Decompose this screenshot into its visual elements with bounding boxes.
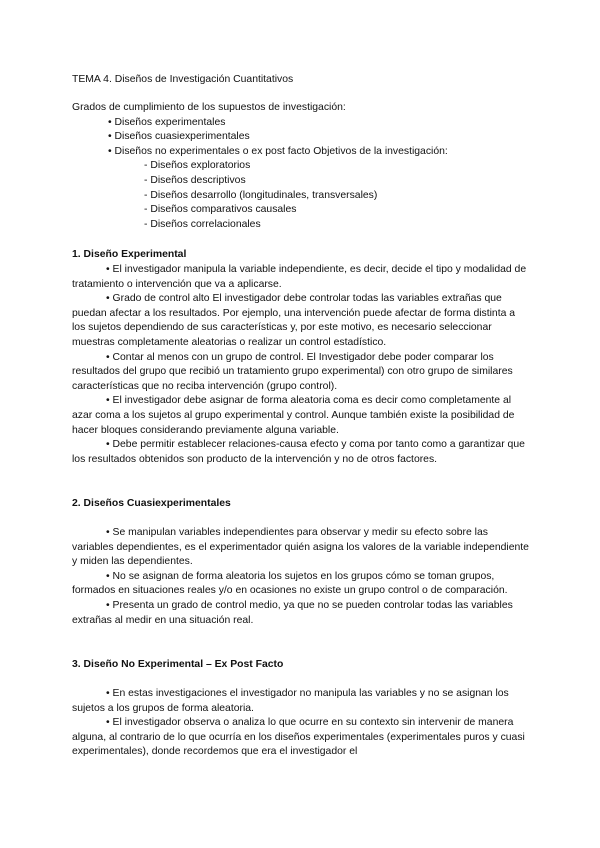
paragraph: • En estas investigaciones el investigador no manipula las variables y no se asignan los sujetos a los grupos de forma aleatoria. [72,688,509,714]
intro-heading: Grados de cumplimiento de los supuestos de investigación: [72,102,346,113]
paragraph: • Grado de control alto El investigador debe controlar todas las variables extrañas que puedan afectar a los resultados. Por ejemplo, una intervención puede afectar de forma distinta a los sujetos dependiendo de sus características y, por este motivo, es necesario seleccionar muestras completamente aleatorias o realizar un control estadístico. [72,293,516,348]
paragraph: • Contar al menos con un grupo de control. El Investigador debe poder comparar los resultados del grupo que recibió un tratamiento grupo experimental) con otro grupo de similares características que no reciba intervención (grupo control). [72,351,513,392]
sub-item: - Diseños comparativos causales [144,204,297,216]
section-body-cuasiexperimental [72,526,530,628]
document-title: TEMA 4. Diseños de Investigación Cuantitativos [72,74,294,85]
paragraph: • El investigador manipula la variable independiente, es decir, decide el tipo y modalidad de tratamiento o intervención que va a aplicarse. [72,264,527,290]
section-body-no-experimental [72,687,530,760]
bullet-item: • Diseños cuasiexperimentales [108,131,250,143]
sub-item: - Diseños correlacionales [144,218,261,230]
paragraph: • El investigador observa o analiza lo que ocurre en su contexto sin intervenir de manera alguna, al contrario de lo que ocurría en los diseños experimentales (experimentales puros y cuasi experimentales), donde recordemos que era el investigador el [72,717,525,758]
intro-section [72,101,530,232]
paragraph: • No se asignan de forma aleatoria los sujetos en los grupos cómo se toman grupos, formados en situaciones reales y/o en ocasiones no existe un grupo control o de comparación. [72,570,508,597]
paragraph: • El investigador debe asignar de forma aleatoria coma es decir como completamente al azar coma a los sujetos al grupo experimental y control. Aunque también existe la posibilidad de hacer bloques considerando previamente alguna variable. [72,395,515,436]
paragraph: • Se manipulan variables independientes para observar y medir su efecto sobre las variables dependientes, es el experimentador quién asigna los valores de la variable independiente y miden las dependientes. [72,527,529,568]
paragraph: • Presenta un grado de control medio, ya que no se pueden controlar todas las variables extrañas al medir en una situación real. [72,599,513,626]
sub-item: - Diseños exploratorios [144,160,251,172]
sub-item: - Diseños descriptivos [144,174,246,186]
section-heading-cuasiexperimental: 2. Diseños Cuasiexperimentales [72,498,231,509]
section-heading-no-experimental: 3. Diseño No Experimental – Ex Post Facto [72,659,284,670]
paragraph: • Debe permitir establecer relaciones-causa efecto y coma por tanto como a garantizar que los resultados obtenidos son producto de la intervención y no de otros factores. [72,439,525,465]
bullet-item: • Diseños experimentales [108,116,226,128]
bullet-item: • Diseños no experimentales o ex post facto Objetivos de la investigación: [108,145,448,157]
section-heading-experimental: 1. Diseño Experimental [72,249,187,260]
sub-item: - Diseños desarrollo (longitudinales, transversales) [144,189,378,201]
section-body-experimental [72,263,530,467]
